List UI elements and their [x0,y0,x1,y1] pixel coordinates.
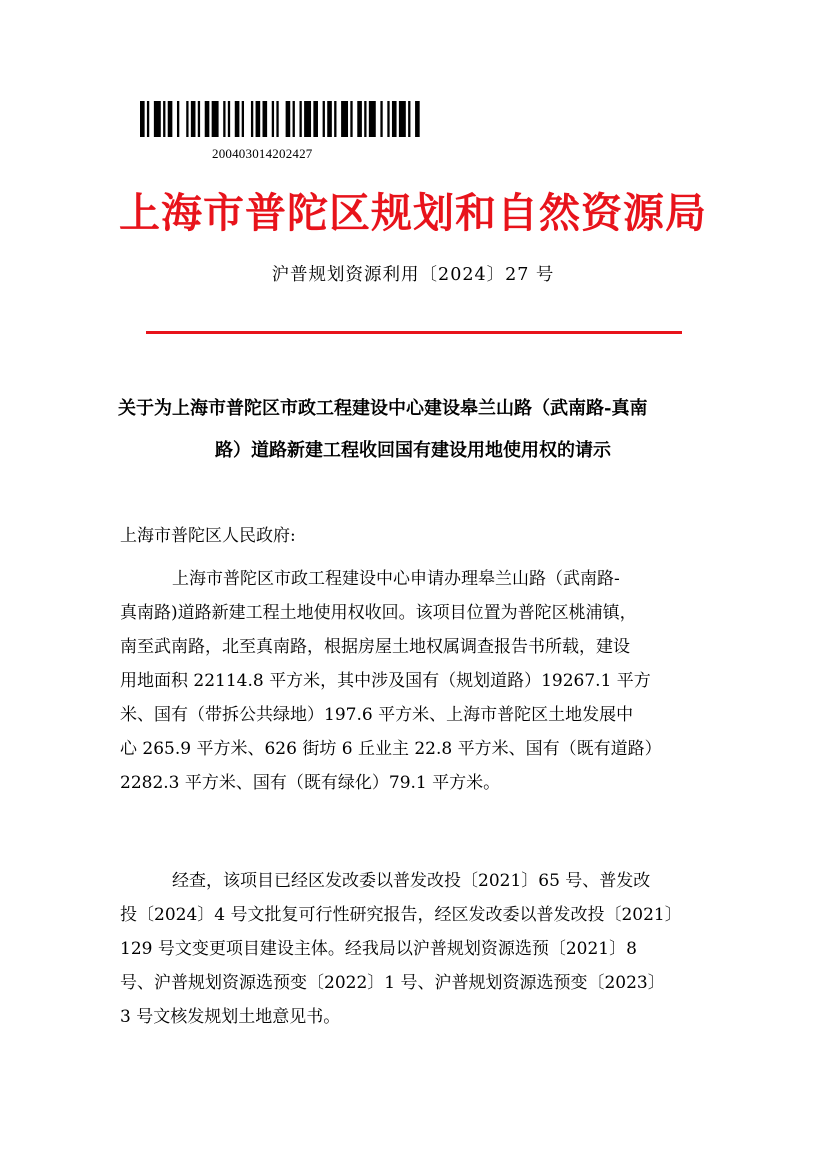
barcode-bar [380,101,382,137]
barcode-number: 200403014202427 [212,146,313,161]
paragraph-line: 2282.3 平方米、国有（既有绿化）79.1 平方米。 [120,773,501,793]
document-number: 沪普规划资源利用〔2024〕27 号 [271,265,555,285]
document-title [118,388,708,472]
barcode-bar [327,101,332,137]
barcode-bar [140,101,145,137]
document-title-line-1: 关于为上海市普陀区市政工程建设中心建设皋兰山路（武南路-真南 [118,398,648,419]
barcode-bar [205,101,210,137]
barcode-bar [186,101,188,137]
barcode-bar [212,101,219,137]
barcode-bar [313,101,318,137]
paragraph-line: 真南路)道路新建工程土地使用权收回。该项目位置为普陀区桃浦镇， [120,603,637,623]
barcode-bar [263,101,268,137]
barcode-bar [323,101,325,137]
barcode-bar [293,101,295,137]
barcode-bar [392,101,397,137]
barcode-bar [147,101,149,137]
barcode-bar [223,101,225,137]
barcode [140,101,422,137]
barcode-bar [256,101,261,137]
paragraph-line: 投〔2024〕4 号文批复可行性研究报告，经区发改委以普发改投〔2021〕 [120,905,682,925]
barcode-bar [304,101,311,137]
barcode-bar [154,101,161,137]
barcode-bar [408,101,410,137]
paragraph-line: 上海市普陀区市政工程建设中心申请办理皋兰山路（武南路- [172,569,620,589]
barcode-bar [191,101,196,137]
barcode-bar [228,101,230,137]
barcode-bar [276,101,278,137]
barcode-bar [341,101,348,137]
barcode-bar [163,101,165,137]
issuing-agency-title: 上海市普陀区规划和自然资源局 [119,189,707,237]
barcode-bar [242,101,244,137]
body-paragraph-2 [120,864,712,1034]
barcode-bar [357,101,362,137]
barcode-bar [350,101,352,137]
paragraph-line: 用地面积 22114.8 平方米，其中涉及国有（规划道路）19267.1 平方 [120,671,651,691]
barcode-bar [399,101,406,137]
red-divider-line [146,331,682,334]
barcode-bar [387,101,389,137]
paragraph-line: 号、沪普规划资源选预变〔2022〕1 号、沪普规划资源选预变〔2023〕 [120,973,665,993]
paragraph-line: 129 号文变更项目建设主体。经我局以沪普规划资源选预〔2021〕8 [120,939,637,959]
barcode-bar [251,101,253,137]
barcode-bar [272,101,274,137]
barcode-bar [198,101,200,137]
barcode-bar [299,101,301,137]
barcode-bar [415,101,420,137]
body-paragraph-1 [120,562,712,800]
barcode-bar [168,101,173,137]
barcode-bar [286,101,291,137]
document-title-line-2: 路）道路新建工程收回国有建设用地使用权的请示 [215,440,611,461]
paragraph-line: 经查，该项目已经区发改委以普发改投〔2021〕65 号、普发改 [172,871,651,891]
barcode-bar [235,101,240,137]
paragraph-line: 心 265.9 平方米、626 街坊 6 丘业主 22.8 平方米、国有（既有道路） [120,739,662,759]
barcode-bar [364,101,366,137]
paragraph-line: 3 号文核发规划土地意见书。 [120,1007,341,1027]
paragraph-line: 南至武南路，北至真南路，根据房屋土地权属调查报告书所载，建设 [120,637,630,657]
paragraph-line: 米、国有（带拆公共绿地）197.6 平方米、上海市普陀区土地发展中 [120,705,634,725]
addressee: 上海市普陀区人民政府: [120,526,296,546]
barcode-bar [177,101,179,137]
barcode-bar [369,101,376,137]
barcode-bar [334,101,336,137]
